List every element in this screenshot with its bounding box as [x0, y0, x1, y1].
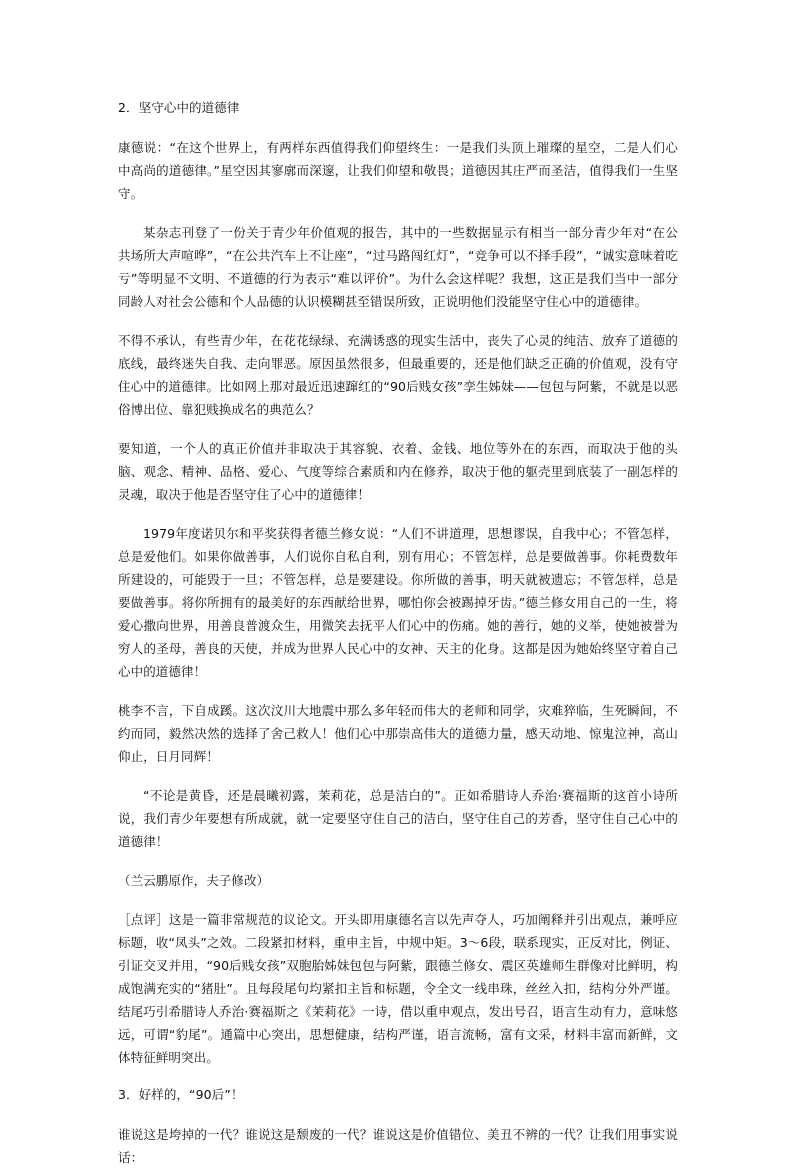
author-credit: （兰云鹏原作，夫子修改）	[118, 873, 270, 888]
paragraph-survey-report: 某杂志刊登了一份关于青少年价值观的报告，其中的一些数据显示有相当一部分青少年对“在公共场所大声喧哗”，“在公共汽车上不让座”，“过马路闯红灯”，“竞争可以不择手段”，“诚实意味着吃亏”等明显不文明、不道德的行为表示“难以评价”。为什么会这样呢？我想，这正是我们当中一部分同龄人对社会公德和个人品德的认识模糊甚至错误所致，正说明他们没能坚守住心中的道德律。	[118, 225, 678, 309]
paragraph-mother-teresa: 1979年度诺贝尔和平奖获得者德兰修女说：“人们不讲道理，思想谬误，自我中心；不管怎样，总是爱他们。如果你做善事，人们说你自私自利，别有用心；不管怎样，总是要做善事。你耗费数年所建设的，可能毁于一旦；不管怎样，总是要建设。你所做的善事，明天就被遗忘；不管怎样，总是要做善事。将你所拥有的最美好的东西献给世界，哪怕你会被踢掉牙齿。”德兰修女用自己的一生，将爱心撒向世界，用善良普渡众生，用微笑去抚平人们心中的伤痛。她的善行，她的义举，使她被誉为穷人的圣母，善良的天使，并成为世界人民心中的女神、天主的化身。这都是因为她始终坚守着自己心中的道德律！	[118, 526, 678, 679]
paragraph-wenchuan-earthquake: 桃李不言，下自成蹊。这次汶川大地震中那么多年轻而伟大的老师和同学，灾难猝临，生死瞬间，不约而同，毅然决然的选择了舍己救人！他们心中那崇高伟大的道德力量，感天动地、惊鬼泣神，高山仰止，日月同辉！	[118, 703, 678, 764]
document-page	[118, 98, 678, 1169]
section-3-heading: 3．好样的，“90后”！	[118, 1087, 244, 1102]
section-3-intro: 谁说这是垮掉的一代？谁说这是颓废的一代？谁说这是价值错位、美丑不辨的一代？让我们用事实说话：	[118, 1127, 678, 1165]
paragraph-lost-youth: 不得不承认，有些青少年，在花花绿绿、充满诱惑的现实生活中，丧失了心灵的纯洁、放弃了道德的底线，最终迷失自我、走向罪恶。原因虽然很多，但最重要的，还是他们缺乏正确的价值观，没有守住心中的道德律。比如网上那对最近迅速蹿红的“90后贱女孩”孪生姊妹——包包与阿紫，不就是以恶俗博出位、靠犯贱换成名的典范么？	[118, 333, 678, 417]
commentary-paragraph: ［点评］这是一篇非常规范的议论文。开头即用康德名言以先声夺人，巧加阐释并引出观点，兼呼应标题，收“凤头”之效。二段紧扣材料，重申主旨，中规中矩。3～6段，联系现实，正反对比，例证、引证交叉并用，“90后贱女孩”双胞胎姊妹包包与阿紫，跟德兰修女、震区英雄师生群像对比鲜明，构成饱满充实的“猪肚”。且每段尾句均紧扣主旨和标题，令全文一线串珠，丝丝入扣，结构分外严谨。结尾巧引希腊诗人乔治·赛福斯之《茉莉花》一诗，借以重申观点，发出号召，语言生动有力，意味悠远，可谓“豹尾”。通篇中心突出，思想健康，结构严谨，语言流畅，富有文采，材料丰富而新鲜，文体特征鲜明突出。	[118, 912, 678, 1065]
paragraph-true-value: 要知道，一个人的真正价值并非取决于其容貌、衣着、金钱、地位等外在的东西，而取决于他的头脑、观念、精神、品格、爱心、气度等综合素质和内在修养，取决于他的躯壳里到底装了一副怎样的灵魂，取决于他是否坚守住了心中的道德律！	[118, 441, 678, 502]
paragraph-kant-quote: 康德说：“在这个世界上，有两样东西值得我们仰望终生：一是我们头顶上璀璨的星空，二是人们心中高尚的道德律。”星空因其寥廓而深邃，让我们仰望和敬畏；道德因其庄严而圣洁，值得我们一生坚守。	[118, 140, 678, 201]
paragraph-jasmine-poem: “不论是黄昏，还是晨曦初露，茉莉花，总是洁白的”。正如希腊诗人乔治·赛福斯的这首小诗所说，我们青少年要想有所成就，就一定要坚守住自己的洁白，坚守住自己的芳香，坚守住自己心中的道德律！	[118, 788, 678, 849]
section-2-heading: 2．坚守心中的道德律	[118, 100, 240, 115]
